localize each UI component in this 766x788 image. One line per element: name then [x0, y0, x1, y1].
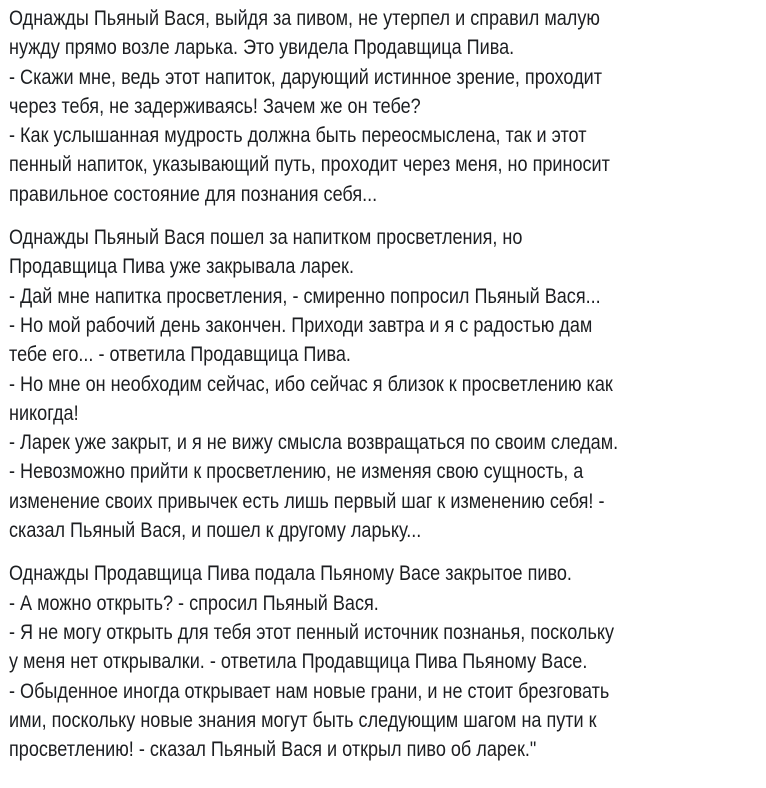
text-line: тебе его... - ответила Продавщица Пива. — [9, 343, 351, 367]
text-line: Однажды Продавщица Пива подала Пьяному Васе закрытое пиво. — [9, 562, 572, 586]
post-text — [9, 4, 766, 778]
paragraph-3 — [9, 559, 766, 764]
text-line: изменение своих привычек есть лишь первый шаг к изменению себя! - — [9, 489, 605, 513]
text-line: нужду прямо возле ларька. Это увидела Продавщица Пива. — [9, 36, 515, 60]
text-line: - Обыденное иногда открывает нам новые грани, и не стоит брезговать — [9, 679, 610, 703]
text-line: Продавщица Пива уже закрывала ларек. — [9, 255, 354, 279]
text-line: - Я не могу открыть для тебя этот пенный источник познанья, поскольку — [9, 620, 615, 644]
text-line: - Но мне он необходим сейчас, ибо сейчас я близок к просветлению как — [9, 372, 613, 396]
text-line: Однажды Пьяный Вася, выйдя за пивом, не утерпел и справил малую — [9, 7, 600, 30]
text-line: Однажды Пьяный Вася пошел за напитком просветления, но — [9, 226, 523, 250]
text-line: сказал Пьяный Вася, и пошел к другому ларьку... — [9, 519, 422, 543]
text-line: просветлению! - сказал Пьяный Вася и открыл пиво об ларек." — [9, 738, 537, 762]
paragraph-2 — [9, 223, 766, 545]
text-line: - Скажи мне, ведь этот напиток, дарующий истинное зрение, проходит — [9, 65, 602, 89]
text-line: - Ларек уже закрыт, и я не вижу смысла возвращаться по своим следам. — [9, 431, 619, 455]
text-line: никогда! — [9, 401, 79, 425]
text-line: - Как услышанная мудрость должна быть переосмыслена, так и этот — [9, 124, 587, 148]
text-line: ими, поскольку новые знания могут быть следующим шагом на пути к — [9, 708, 597, 732]
text-line: - Невозможно прийти к просветлению, не изменяя свою сущность, а — [9, 460, 584, 484]
text-line: - Но мой рабочий день закончен. Приходи завтра и я с радостью дам — [9, 313, 593, 337]
text-line: пенный напиток, указывающий путь, проходит через меня, но приносит — [9, 153, 610, 177]
text-line: - А можно открыть? - спросил Пьяный Вася. — [9, 591, 379, 615]
text-line: у меня нет открывалки. - ответила Продавщица Пива Пьяному Васе. — [9, 650, 588, 674]
text-line: через тебя, не задерживаясь! Зачем же он тебе? — [9, 94, 421, 118]
paragraph-1 — [9, 4, 766, 209]
text-line: - Дай мне напитка просветления, - смиренно попросил Пьяный Вася... — [9, 284, 601, 308]
text-line: правильное состояние для познания себя... — [9, 182, 378, 206]
